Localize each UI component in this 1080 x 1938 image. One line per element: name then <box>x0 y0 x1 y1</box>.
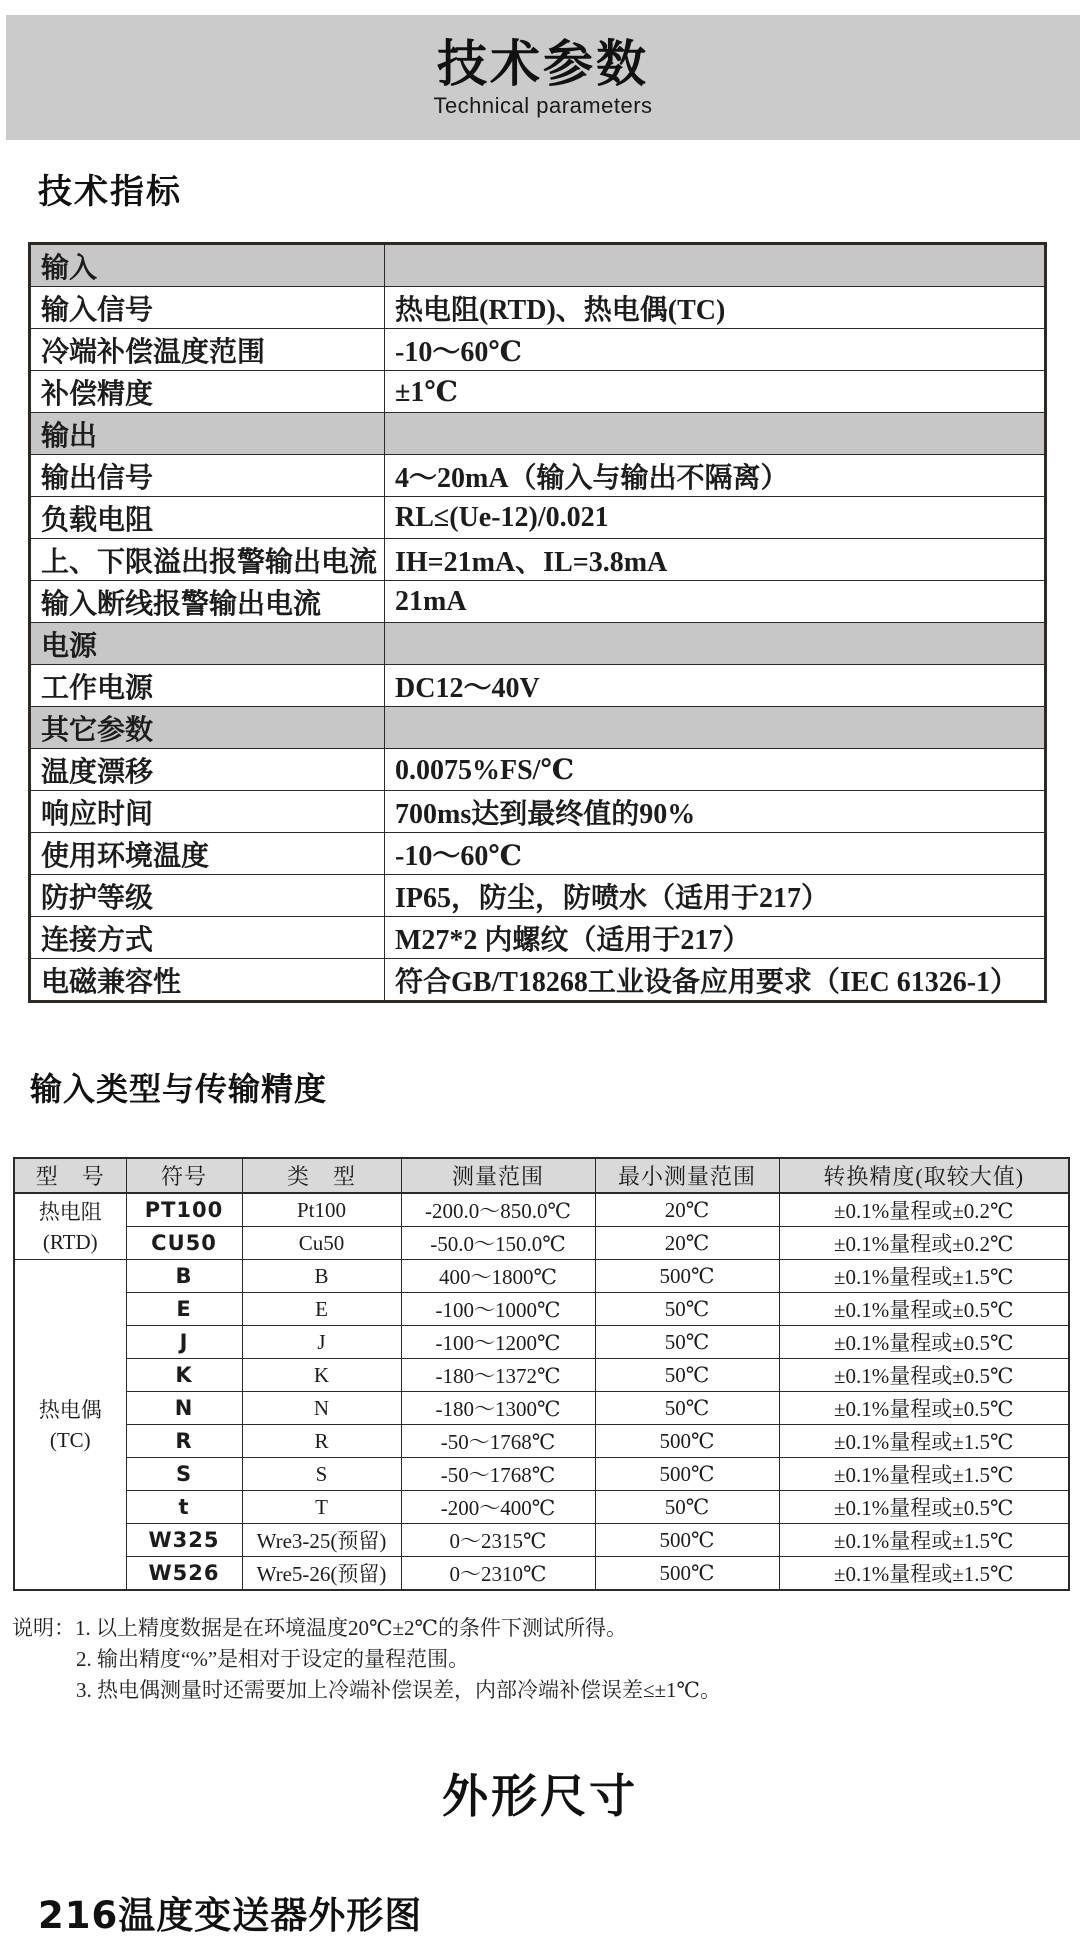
accuracy-cell: ±0.1%量程或±1.5℃ <box>779 1425 1069 1458</box>
range-cell: -200～400℃ <box>401 1491 595 1524</box>
outline-sub-heading: 216温度变送器外形图 <box>38 1894 423 1937</box>
spec-value-cell: IH=21mA、IL=3.8mA <box>385 539 1046 581</box>
type-cell: Cu50 <box>242 1227 401 1260</box>
spec-label-cell: 温度漂移 <box>30 749 385 791</box>
note-line-3: 3. 热电偶测量时还需要加上冷端补偿误差，内部冷端补偿误差≤±1℃。 <box>76 1678 722 1702</box>
accuracy-cell: ±0.1%量程或±0.5℃ <box>779 1359 1069 1392</box>
spec-row <box>30 917 1046 959</box>
symbol-cell: t <box>126 1491 242 1524</box>
spec-value-cell: -10～60℃ <box>385 833 1046 875</box>
spec-label-cell: 上、下限溢出报警输出电流 <box>30 539 385 581</box>
types-row <box>14 1392 1069 1425</box>
range-cell: -50.0～150.0℃ <box>401 1227 595 1260</box>
spec-label-cell: 输入断线报警输出电流 <box>30 581 385 623</box>
min-range-cell: 50℃ <box>595 1491 779 1524</box>
type-cell: Pt100 <box>242 1193 401 1227</box>
title-banner <box>6 15 1080 140</box>
spec-value-cell: RL≤(Ue-12)/0.021 <box>385 497 1046 539</box>
types-row <box>14 1326 1069 1359</box>
spec-row <box>30 455 1046 497</box>
types-row <box>14 1557 1069 1591</box>
spec-label-cell: 连接方式 <box>30 917 385 959</box>
range-cell: -100～1200℃ <box>401 1326 595 1359</box>
min-range-cell: 500℃ <box>595 1260 779 1293</box>
symbol-cell: W325 <box>126 1524 242 1557</box>
spec-table <box>28 242 1047 1003</box>
types-row <box>14 1524 1069 1557</box>
type-cell: Wre5-26(预留) <box>242 1557 401 1591</box>
spec-label-cell: 输出信号 <box>30 455 385 497</box>
model-cell-rtd <box>14 1193 126 1260</box>
symbol-cell: J <box>126 1326 242 1359</box>
spec-label-cell: 输入信号 <box>30 287 385 329</box>
type-cell: B <box>242 1260 401 1293</box>
symbol-cell: B <box>126 1260 242 1293</box>
spec-value-cell: 700ms达到最终值的90% <box>385 791 1046 833</box>
model-label-line1: 热电阻 <box>38 1199 102 1224</box>
symbol-cell: E <box>126 1293 242 1326</box>
spec-section-label: 其它参数 <box>30 707 385 749</box>
spec-value-cell: 热电阻(RTD)、热电偶(TC) <box>385 287 1046 329</box>
symbol-cell: CU50 <box>126 1227 242 1260</box>
spec-section-label: 输入 <box>30 244 385 287</box>
note-line-2: 2. 输出精度“%”是相对于设定的量程范围。 <box>76 1647 470 1671</box>
types-header-row <box>14 1158 1069 1193</box>
notes-block <box>12 1613 1080 1706</box>
spec-value-cell: IP65，防尘，防喷水（适用于217） <box>385 875 1046 917</box>
type-cell: R <box>242 1425 401 1458</box>
types-header-range: 测量范围 <box>401 1158 595 1193</box>
spec-row <box>30 497 1046 539</box>
accuracy-cell: ±0.1%量程或±0.5℃ <box>779 1392 1069 1425</box>
outline-heading: 外形尺寸 <box>442 1769 638 1823</box>
min-range-cell: 50℃ <box>595 1293 779 1326</box>
spec-value-cell: -10～60℃ <box>385 329 1046 371</box>
symbol-cell: PT100 <box>126 1193 242 1227</box>
spec-row <box>30 959 1046 1002</box>
model-cell-tc <box>14 1260 126 1591</box>
range-cell: 0～2310℃ <box>401 1557 595 1591</box>
spec-label-cell: 冷端补偿温度范围 <box>30 329 385 371</box>
range-cell: -50～1768℃ <box>401 1458 595 1491</box>
min-range-cell: 20℃ <box>595 1227 779 1260</box>
spec-value-cell: ±1℃ <box>385 371 1046 413</box>
note-line-1: 说明：1. 以上精度数据是在环境温度20℃±2℃的条件下测试所得。 <box>12 1616 628 1640</box>
accuracy-cell: ±0.1%量程或±1.5℃ <box>779 1260 1069 1293</box>
types-header-model: 型 号 <box>14 1158 126 1193</box>
accuracy-cell: ±0.1%量程或±1.5℃ <box>779 1458 1069 1491</box>
spec-label-cell: 补偿精度 <box>30 371 385 413</box>
min-range-cell: 50℃ <box>595 1326 779 1359</box>
spec-section-row <box>30 623 1046 665</box>
symbol-cell: R <box>126 1425 242 1458</box>
range-cell: -200.0～850.0℃ <box>401 1193 595 1227</box>
spec-value-cell: 0.0075%FS/℃ <box>385 749 1046 791</box>
accuracy-cell: ±0.1%量程或±0.5℃ <box>779 1293 1069 1326</box>
spec-value-cell: 21mA <box>385 581 1046 623</box>
min-range-cell: 50℃ <box>595 1359 779 1392</box>
page-title: 技术参数 <box>437 34 649 93</box>
spec-row <box>30 287 1046 329</box>
types-row <box>14 1227 1069 1260</box>
type-cell: E <box>242 1293 401 1326</box>
spec-row <box>30 371 1046 413</box>
spec-label-cell: 电磁兼容性 <box>30 959 385 1002</box>
range-cell: -50～1768℃ <box>401 1425 595 1458</box>
spec-section-empty-cell <box>385 413 1046 455</box>
types-row <box>14 1458 1069 1491</box>
spec-section-row <box>30 707 1046 749</box>
spec-label-cell: 防护等级 <box>30 875 385 917</box>
spec-value-cell: M27*2 内螺纹（适用于217） <box>385 917 1046 959</box>
range-cell: -180～1300℃ <box>401 1392 595 1425</box>
types-row <box>14 1260 1069 1293</box>
type-cell: T <box>242 1491 401 1524</box>
range-cell: -180～1372℃ <box>401 1359 595 1392</box>
model-label-line1: 热电偶 <box>38 1397 102 1422</box>
type-cell: J <box>242 1326 401 1359</box>
spec-section-label: 输出 <box>30 413 385 455</box>
spec-row <box>30 833 1046 875</box>
spec-section-row <box>30 413 1046 455</box>
input-types-table <box>13 1157 1070 1591</box>
types-header-accuracy: 转换精度(取较大值) <box>779 1158 1069 1193</box>
page-subtitle: Technical parameters <box>433 92 653 118</box>
spec-label-cell: 工作电源 <box>30 665 385 707</box>
spec-row <box>30 581 1046 623</box>
types-row <box>14 1491 1069 1524</box>
spec-section-empty-cell <box>385 623 1046 665</box>
types-header-symbol: 符号 <box>126 1158 242 1193</box>
min-range-cell: 500℃ <box>595 1425 779 1458</box>
symbol-cell: S <box>126 1458 242 1491</box>
types-row <box>14 1193 1069 1227</box>
accuracy-cell: ±0.1%量程或±0.2℃ <box>779 1227 1069 1260</box>
spec-value-cell: 符合GB/T18268工业设备应用要求（IEC 61326-1） <box>385 959 1046 1002</box>
types-row <box>14 1359 1069 1392</box>
types-header-type: 类 型 <box>242 1158 401 1193</box>
min-range-cell: 500℃ <box>595 1557 779 1591</box>
input-types-heading: 输入类型与传输精度 <box>30 1070 328 1108</box>
model-label-line2: (TC) <box>49 1427 91 1452</box>
accuracy-cell: ±0.1%量程或±0.5℃ <box>779 1491 1069 1524</box>
symbol-cell: K <box>126 1359 242 1392</box>
accuracy-cell: ±0.1%量程或±0.2℃ <box>779 1193 1069 1227</box>
spec-row <box>30 329 1046 371</box>
spec-section-row <box>30 244 1046 287</box>
spec-value-cell: DC12～40V <box>385 665 1046 707</box>
spec-label-cell: 使用环境温度 <box>30 833 385 875</box>
model-label-line2: (RTD) <box>42 1229 98 1254</box>
spec-row <box>30 875 1046 917</box>
type-cell: S <box>242 1458 401 1491</box>
min-range-cell: 20℃ <box>595 1193 779 1227</box>
range-cell: 0～2315℃ <box>401 1524 595 1557</box>
range-cell: -100～1000℃ <box>401 1293 595 1326</box>
accuracy-cell: ±0.1%量程或±0.5℃ <box>779 1326 1069 1359</box>
types-header-min-range: 最小测量范围 <box>595 1158 779 1193</box>
spec-section-label: 电源 <box>30 623 385 665</box>
symbol-cell: W526 <box>126 1557 242 1591</box>
spec-row <box>30 791 1046 833</box>
spec-row <box>30 665 1046 707</box>
accuracy-cell: ±0.1%量程或±1.5℃ <box>779 1524 1069 1557</box>
types-row <box>14 1293 1069 1326</box>
range-cell: 400～1800℃ <box>401 1260 595 1293</box>
spec-value-cell: 4～20mA（输入与输出不隔离） <box>385 455 1046 497</box>
types-row <box>14 1425 1069 1458</box>
spec-row <box>30 749 1046 791</box>
spec-label-cell: 响应时间 <box>30 791 385 833</box>
spec-section-empty-cell <box>385 244 1046 287</box>
accuracy-cell: ±0.1%量程或±1.5℃ <box>779 1557 1069 1591</box>
min-range-cell: 500℃ <box>595 1458 779 1491</box>
type-cell: Wre3-25(预留) <box>242 1524 401 1557</box>
specs-heading: 技术指标 <box>38 172 182 212</box>
spec-row <box>30 539 1046 581</box>
spec-label-cell: 负载电阻 <box>30 497 385 539</box>
symbol-cell: N <box>126 1392 242 1425</box>
min-range-cell: 50℃ <box>595 1392 779 1425</box>
spec-section-empty-cell <box>385 707 1046 749</box>
min-range-cell: 500℃ <box>595 1524 779 1557</box>
type-cell: K <box>242 1359 401 1392</box>
type-cell: N <box>242 1392 401 1425</box>
